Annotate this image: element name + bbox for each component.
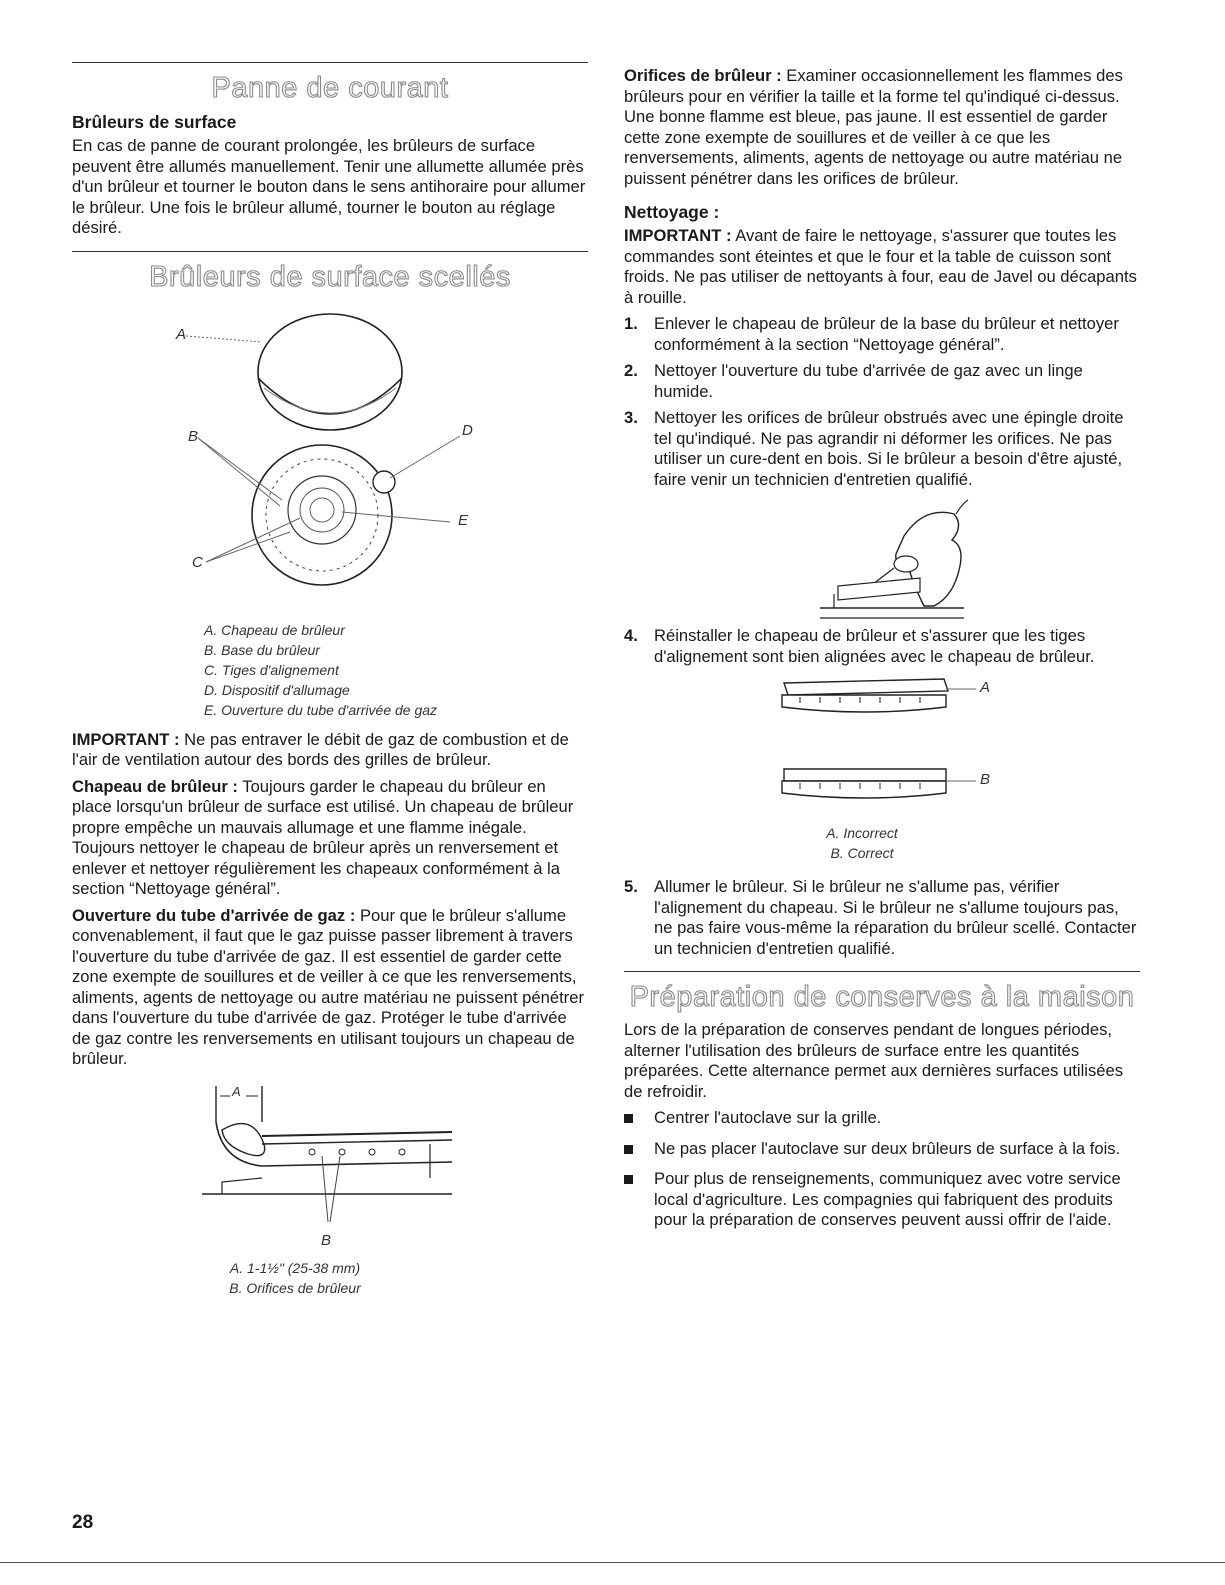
cleaning-step-5	[624, 877, 1140, 959]
fig-label-a: A	[176, 325, 187, 343]
legend-item: A. 1-1½" (25-38 mm)	[229, 1259, 361, 1276]
list-item: 5. Allumer le brûleur. Si le brûleur ne s'allume pas, vérifier l'alignement du chapeau. Si le brûleur ne s'allume toujours pas, ne pas faire vous-même la réparation du brûleur scellé. Contacter un technicien d'entretien qualifié.	[624, 877, 1137, 958]
cleaning-heading: Nettoyage :	[624, 202, 720, 222]
list-item: Centrer l'autoclave sur la grille.	[624, 1108, 1140, 1129]
tube-paragraph: Ouverture du tube d'arrivée de gaz : Pour que le brûleur s'allume convenablement, il faut que le gaz puisse passer librement à travers l'ouverture du tube d'arrivée de gaz. Il est essentiel de garder cette zone exempte de souillures et de veiller à ce que les renversements, aliments, agents de nettoyage ou autre matériau ne puissent pénétrer dans l'ouverture du tube d'arrivée de gaz. Protéger le tube d'arrivée de gaz contre les renversements en utilisant toujours un chapeau de brûleur.	[72, 905, 584, 1068]
square-bullet-icon	[624, 1114, 633, 1123]
section-divider	[72, 251, 588, 252]
fig-label-b: B	[980, 771, 991, 788]
incorrect-cap	[782, 679, 976, 712]
list-item: 2. Nettoyer l'ouverture du tube d'arrivée de gaz avec un linge humide.	[624, 361, 1083, 401]
gas-tube-legend	[2, 1258, 588, 1298]
list-item: Pour plus de renseignements, communiquez avec votre service local d'agriculture. Les compagnies qui fabriquent des produits pour la préparation de conserves peuvent aussi offrir de l'aide.	[624, 1169, 1140, 1231]
right-column	[624, 66, 1140, 1241]
fig-label-a: A	[232, 1083, 241, 1099]
list-item: 4. Réinstaller le chapeau de brûleur et s'assurer que les tiges d'alignement sont bien alignées avec le chapeau de brûleur.	[624, 626, 1095, 666]
legend-item: E. Ouverture du tube d'arrivée de gaz	[204, 701, 438, 718]
legend-item: A. Chapeau de brûleur	[204, 621, 345, 638]
list-item: Ne pas placer l'autoclave sur deux brûleurs de surface à la fois.	[624, 1139, 1140, 1160]
square-bullet-icon	[624, 1175, 633, 1184]
cap-alignment-diagram	[624, 673, 1140, 823]
legend-item: D. Dispositif d'allumage	[204, 681, 350, 698]
section-divider	[72, 62, 588, 63]
burner-legend	[204, 620, 588, 720]
surface-burners-text: En cas de panne de courant prolongée, les brûleurs de surface peuvent être allumés manuellement. Tenir une allumette allumée près d'un brûleur et tourner le bouton dans le sens antihoraire pour allumer le brûleur. Une fois le brûleur allumé, tourner le bouton au réglage désiré.	[72, 136, 586, 237]
legend-item: B. Base du brûleur	[204, 641, 320, 658]
canning-bullets	[624, 1108, 1140, 1231]
page-number: 28	[72, 1512, 94, 1533]
burner-illustration	[72, 300, 588, 620]
correct-cap	[782, 769, 976, 798]
canning-paragraph: Lors de la préparation de conserves pendant de longues périodes, alterner l'utilisation des brûleurs de surface entre les quantités préparées. Cette alternance permet aux dernières surfaces utilisées de refroidir.	[624, 1020, 1123, 1101]
surface-burners-heading: Brûleurs de surface	[72, 112, 237, 132]
fig-label-a: A	[980, 679, 991, 696]
list-item: 3. Nettoyer les orifices de brûleur obstrués avec une épingle droite tel qu'indiqué. Ne pas agrandir ni déformer les orifices. Ne pas utiliser un cure-dent en bois. Si le brûleur a besoin d'être ajusté, faire venir un technicien d'entretien qualifié.	[624, 408, 1124, 489]
cap-alignment-illustration	[624, 673, 1140, 823]
legend-item: A. Incorrect	[826, 825, 898, 841]
legend-item: B. Correct	[830, 845, 894, 861]
left-column	[72, 62, 588, 1298]
cap-paragraph: Chapeau de brûleur : Toujours garder le chapeau du brûleur en place lorsqu'un brûleur de surface est utilisé. Un chapeau de brûleur propre empêche un mauvais allumage et une flamme inégale. Toujours nettoyer le chapeau de brûleur après un renversement et enlever et nettoyer régulièrement les chapeaux conformément à la section “Nettoyage général”.	[72, 776, 574, 898]
fig-label-b: B	[188, 427, 199, 445]
section-title-power-failure: Panne de courant	[211, 72, 449, 104]
cleaning-step-4	[624, 626, 1140, 667]
fig-label-d: D	[462, 421, 473, 439]
burner-diagram	[72, 300, 588, 620]
cap-alignment-legend	[584, 823, 1140, 863]
legend-item: C. Tiges d'alignement	[204, 661, 339, 678]
fig-label-c: C	[192, 553, 203, 571]
square-bullet-icon	[624, 1145, 633, 1154]
cleaning-steps	[624, 314, 1140, 490]
important-paragraph: IMPORTANT : Ne pas entraver le débit de gaz de combustion et de l'air de ventilation autour des bords des grilles de brûleur.	[72, 729, 569, 769]
pin-cleaning-diagram	[624, 496, 1140, 626]
hand-pin-illustration	[624, 496, 1140, 626]
legend-item: B. Orifices de brûleur	[229, 1279, 361, 1296]
list-item: 1. Enlever le chapeau de brûleur de la base du brûleur et nettoyer conformément à la section “Nettoyage général”.	[624, 314, 1119, 354]
fig-label-b: B	[321, 1231, 332, 1249]
bottom-divider	[0, 1562, 1225, 1563]
section-title-sealed-burners: Brûleurs de surface scellés	[149, 260, 511, 293]
fig-label-e: E	[458, 511, 469, 529]
section-title-canning: Préparation de conserves à la maison	[629, 981, 1135, 1013]
section-divider	[624, 971, 1140, 972]
gas-tube-diagram	[72, 1082, 588, 1258]
orifices-paragraph: Orifices de brûleur : Examiner occasionnellement les flammes des brûleurs pour en vérifier la taille et la forme tel qu'indiqué ci-dessus. Une bonne flamme est bleue, pas jaune. Il est essentiel de garder cette zone exempte de souillures et de veiller à ce que les renversements, aliments, agents de nettoyage ou autre matériau ne puissent pénétrer dans les orifices de brûleur.	[624, 66, 1123, 188]
cleaning-important-paragraph: IMPORTANT : Avant de faire le nettoyage, s'assurer que toutes les commandes sont éteintes et que le four et la table de cuisson sont froids. Ne pas utiliser de nettoyants à four, eau de Javel ou décapants à rouille.	[624, 226, 1137, 307]
